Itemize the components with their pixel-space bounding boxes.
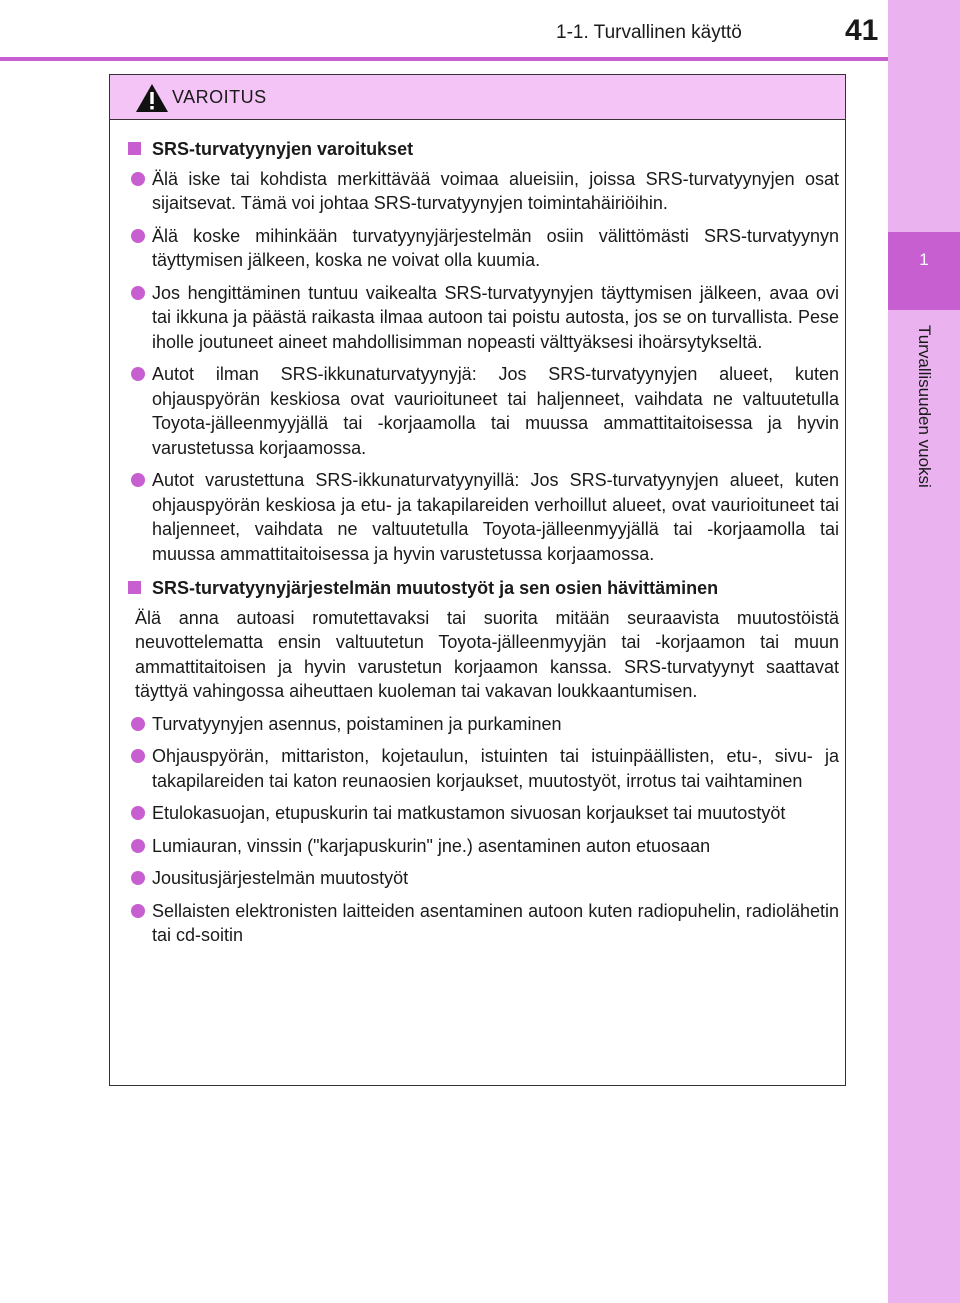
round-bullet-icon: [131, 839, 145, 853]
chapter-title: Turvallisuuden vuoksi: [915, 325, 934, 488]
list-item: Jousitusjärjestelmän muutostyöt: [126, 866, 839, 891]
round-bullet-icon: [131, 286, 145, 300]
round-bullet-icon: [131, 229, 145, 243]
section-intro: Älä anna autoasi romutettavaksi tai suorita mitään seuraavista muutostöistä neuvottelematta ensin valtuutetun Toyota-jälleenmyyjän tai -korjaamon tai muun ammattitaitoisen ja hyvin varustetun korjaamon kanssa. SRS-turvatyynyt saattavat täyttyä vahingossa aiheuttaen kuoleman tai vakavan loukkaantumisen.: [135, 607, 839, 701]
section-title: 1-1. Turvallinen käyttö: [556, 22, 742, 43]
round-bullet-icon: [131, 473, 145, 487]
warning-box: [109, 74, 846, 1086]
round-bullet-icon: [131, 806, 145, 820]
square-bullet-icon: [128, 142, 141, 155]
header-rule: [0, 57, 888, 61]
list-item: Ohjauspyörän, mittariston, kojetaulun, istuinten tai istuinpäällisten, etu-, sivu- ja takapilareiden tai katon reunaosien korjaukset, muutostyöt, irrotus tai vaihtaminen: [126, 744, 839, 793]
list-item: Autot varustettuna SRS-ikkunaturvatyynyillä: Jos SRS-turvatyynyjen alueet, kuten ohjauspyörän keskiosa ja etu- ja takapilareiden verhoillut alueet, ovat vaurioituneet tai haljenneet, vaihdata ne valtuutetulla Toyota-jälleenmyyjällä tai -korjaamolla tai muussa ammattitaitoisessa ja hyvin varustetussa korjaamossa.: [126, 468, 839, 566]
warning-triangle-icon: [135, 83, 169, 113]
round-bullet-icon: [131, 749, 145, 763]
list-item: Autot ilman SRS-ikkunaturvatyynyjä: Jos SRS-turvatyynyjen alueet, kuten ohjauspyörän keskiosa ovat vaurioituneet tai haljenneet, vaihdata ne valtuutetulla Toyota-jälleenmyyjällä tai -korjaamolla tai muussa ammattitaitoisessa ja hyvin varustetussa korjaamossa.: [126, 362, 839, 460]
warning-content: [126, 137, 839, 956]
chapter-side-tab: [888, 0, 960, 1303]
list-item: Etulokasuojan, etupuskurin tai matkustamon sivuosan korjaukset tai muutostyöt: [126, 801, 839, 826]
chapter-number-box: [888, 232, 960, 310]
list-item: Älä koske mihinkään turvatyynyjärjestelmän osiin välittömästi SRS-turvatyynyn täyttymisen jälkeen, koska ne voivat olla kuumia.: [126, 224, 839, 273]
section-heading: SRS-turvatyynyjen varoitukset: [126, 137, 839, 162]
round-bullet-icon: [131, 871, 145, 885]
page-number: 41: [845, 14, 879, 47]
list-item: Turvatyynyjen asennus, poistaminen ja purkaminen: [126, 712, 839, 737]
section-heading: SRS-turvatyynyjärjestelmän muutostyöt ja sen osien hävittäminen: [126, 576, 839, 601]
round-bullet-icon: [131, 367, 145, 381]
chapter-number: 1: [919, 250, 929, 269]
list-item: Älä iske tai kohdista merkittävää voimaa alueisiin, joissa SRS-turvatyynyjen osat sijaitsevat. Tämä voi johtaa SRS-turvatyynyjen toimintahäiriöihin.: [126, 167, 839, 216]
list-item: Sellaisten elektronisten laitteiden asentaminen autoon kuten radiopuhelin, radiolähetin tai cd-soitin: [126, 899, 839, 948]
warning-label: VAROITUS: [172, 87, 267, 107]
list-item: Lumiauran, vinssin ("karjapuskurin" jne.) asentaminen auton etuosaan: [126, 834, 839, 859]
warning-header: [110, 75, 845, 120]
round-bullet-icon: [131, 904, 145, 918]
square-bullet-icon: [128, 581, 141, 594]
list-item: Jos hengittäminen tuntuu vaikealta SRS-turvatyynyjen täyttymisen jälkeen, avaa ovi tai ikkuna ja päästä raikasta ilmaa autoon tai poistu autosta, jos se on turvallista. Pese iholle joutuneet aineet mahdollisimman nopeasti välttyäksesi ihoärsytykseltä.: [126, 281, 839, 355]
round-bullet-icon: [131, 717, 145, 731]
round-bullet-icon: [131, 172, 145, 186]
